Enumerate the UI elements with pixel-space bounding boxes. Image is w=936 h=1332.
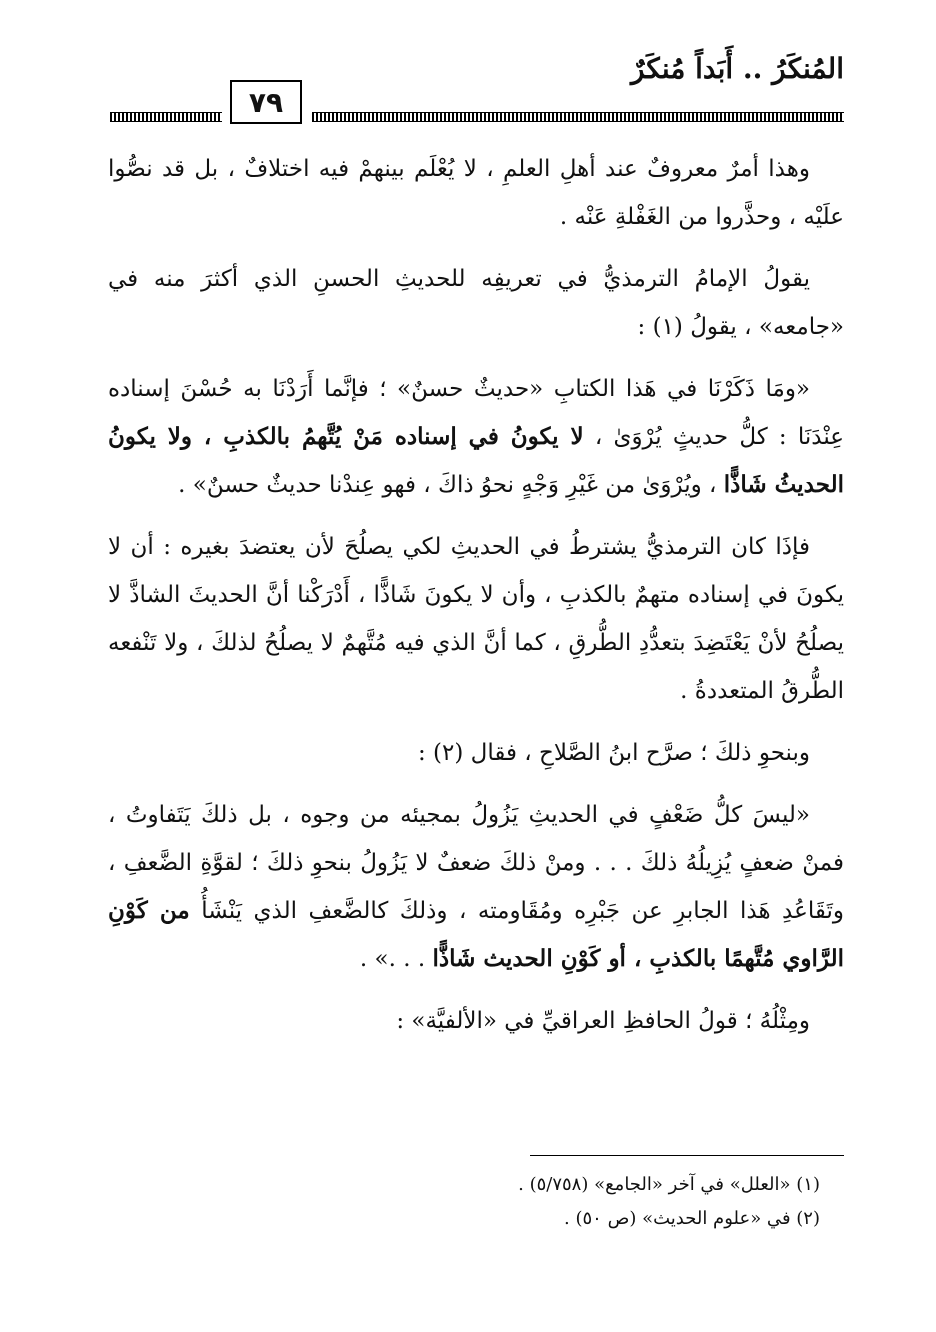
paragraph-1: وهذا أمرٌ معروفٌ عند أهلِ العلمِ ، لا يُعْلَم بينهمْ فيه اختلافٌ ، بل قد نصُّوا علَيْه ، وحذَّروا من الغَفْلةِ عَنْه .	[108, 156, 844, 230]
quote-tirmidhi-emphasis: لا يكونُ في إسناده مَنْ يُتَّهمُ بالكذبِ ، ولا يكونُ الحديثُ شَاذًّا	[108, 423, 844, 498]
footnote-2: (٢) في «علوم الحديث» (ص ٥٠) .	[564, 1208, 820, 1229]
body-text	[108, 145, 844, 1059]
page-number: ٧٩	[230, 80, 302, 124]
paragraph-4: وبنحوِ ذلكَ ؛ صرَّح ابنُ الصَّلاحِ ، فقال (٢) :	[417, 740, 810, 766]
header-ornament-rule-left	[110, 112, 222, 122]
footnotes	[108, 1168, 820, 1236]
paragraph-3: فإذَا كان الترمذيُّ يشترطُ في الحديثِ لكي يصلُحَ لأن يعتضدَ بغيره : أن لا يكونَ في إسناده متهمٌ بالكذبِ ، وأن لا يكونَ شَاذًّا ، أَدْرَكْنا أنَّ الحديثَ الشاذَّ لا يصلُحُ لأنْ يَعْتَضِدَ بتعدُّدِ الطُّرقِ ، كما أنَّ الذي فيه مُتَّهمٌ لا يصلُحُ لذلكَ ، ولا تَنْفعه الطُّرقُ المتعددةُ .	[108, 534, 844, 704]
quote-ibn-salah-part-1: «ليسَ كلُّ ضَعْفٍ في الحديثِ يَزُولُ بمجيئه من وجوه ، بل ذلكَ يَتَفاوتُ ، فمنْ ضعفٍ يُزِيلُهُ ذلكَ . . . ومنْ ذلكَ ضعفٌ لا يَزُولُ بنحوِ ذلكَ ؛ لقوَّةِ الضَّعفِ ، وتَقَاعُدِ هَذا الجابرِ عن جَبْرِه ومُقَاومته ، وذلكَ كالضَّعفِ الذي يَنْشَأُ	[108, 802, 844, 924]
paragraph-2: يقولُ الإمامُ الترمذيُّ في تعريفِه للحديثِ الحسنِ الذي أكثرَ منه في «جامعه» ، يقولُ (١) :	[108, 266, 844, 340]
quote-tirmidhi-part-3: ، ويُرْوَىٰ من غَيْرِ وَجْهٍ نحوُ ذاكَ ، فهو عِندْنا حديثٌ حسنٌ» .	[178, 472, 724, 498]
running-header-title: المُنكَرُ .. أَبَداً مُنكَرٌ	[630, 52, 844, 85]
quote-tirmidhi	[108, 365, 844, 509]
quote-ibn-salah	[108, 791, 844, 983]
quote-ibn-salah-part-3: . . .» .	[359, 946, 433, 972]
paragraph-5: ومِثْلُهُ ؛ قولُ الحافظِ العراقيِّ في «الألفيَّة» :	[396, 1008, 810, 1034]
footnote-1: (١) «العلل» في آخر «الجامع» (٥/٧٥٨) .	[518, 1174, 820, 1195]
quote-ibn-salah-emphasis: من كَوْنِ الرَّاوي مُتَّهمًا بالكذبِ ، أو كَوْنِ الحديث شَاذًّا	[108, 897, 844, 972]
quote-tirmidhi-part-1: «ومَا ذَكَرْنَا في هَذا الكتابِ «حديثٌ حسنٌ» ؛ فإنَّما أَرَدْنَا به حُسْنَ إسناده عِنْدَنَا : كلُّ حديثٍ يُرْوَىٰ ،	[108, 376, 844, 450]
header-ornament-rule-right	[312, 112, 844, 122]
footnote-separator	[530, 1155, 844, 1156]
